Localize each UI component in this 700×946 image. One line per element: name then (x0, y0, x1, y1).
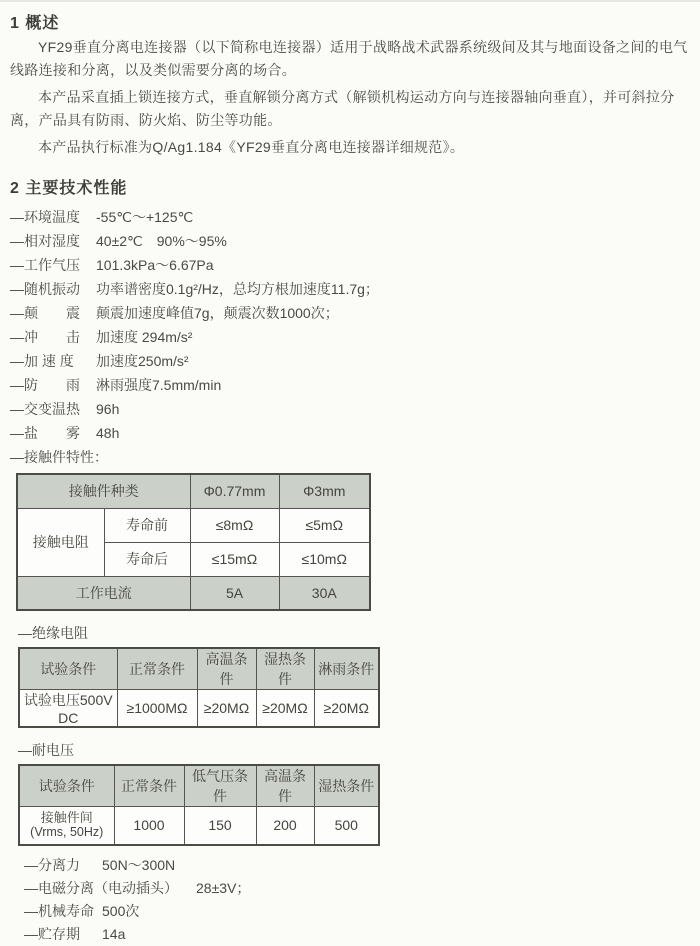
table-cell: 200 (256, 807, 314, 845)
spec-item-working-pressure (10, 253, 694, 277)
spec-value: 101.3kPa～6.67Pa (96, 257, 214, 273)
spec-item-relative-humidity (10, 229, 694, 253)
spec-label: —分离力 (24, 857, 80, 873)
table-row (17, 508, 370, 542)
table-cell-group: 接触电阻 (17, 508, 104, 576)
spec-label: —交变温热 (10, 401, 80, 417)
spec-list (8, 205, 694, 469)
table-cell: 500 (314, 807, 379, 845)
spec-value: 28±3V； (196, 880, 251, 896)
spec-label: —颠 震 (10, 305, 80, 321)
table-row (17, 576, 370, 610)
spec-item-bounce (10, 301, 694, 325)
table-header-cell: 淋雨条件 (314, 648, 379, 690)
spec-value: 50N～300N (102, 857, 176, 873)
spec-label: —相对湿度 (10, 233, 80, 249)
spec-label: —防 雨 (10, 377, 80, 393)
table-header-cell: 湿热条件 (256, 648, 314, 690)
spec-value: 96h (96, 401, 120, 417)
spec-item-damp-heat (10, 397, 694, 421)
bottom-spec-list (8, 854, 694, 946)
spec-value: 颠震加速度峰值7g，颠震次数1000次； (96, 305, 339, 321)
spec-value: 14a (102, 926, 126, 942)
spec-item-random-vibration (10, 277, 694, 301)
spec-item-rain-proof (10, 373, 694, 397)
spec-item-salt-fog (10, 421, 694, 445)
spec-label: —盐 雾 (10, 425, 80, 441)
spec-value: -55℃～+125℃ (96, 209, 194, 225)
spec-item-shock (10, 325, 694, 349)
table-cell: 150 (184, 807, 256, 845)
table-header-cell: 高温条件 (256, 765, 314, 807)
spec-item-acceleration (10, 349, 694, 373)
section-1-title: 1 概述 (10, 15, 60, 32)
table-cell: 试验电压500V DC (19, 690, 117, 728)
spec-item-contact-characteristics (10, 445, 694, 469)
spec-label: —机械寿命 (24, 903, 94, 919)
table-cell: ≤5mΩ (279, 508, 370, 542)
spec-value: 40±2℃ 90%～95% (96, 233, 227, 249)
spec-item-separation-force (24, 854, 694, 877)
spec-item-storage-period (24, 923, 694, 946)
withstand-voltage-label: —耐电压 (18, 742, 74, 758)
table-header-cell: Φ3mm (279, 474, 370, 508)
table-cell: 寿命前 (104, 508, 190, 542)
table-cell: ≤15mΩ (190, 542, 279, 576)
spec-label: —环境温度 (10, 209, 80, 225)
table-cell: 5A (190, 576, 279, 610)
table-cell: ≤8mΩ (190, 508, 279, 542)
spec-value: 500次 (102, 903, 140, 919)
table-header-cell: 高温条件 (197, 648, 256, 690)
table-row (19, 807, 379, 845)
spec-item-ambient-temp (10, 205, 694, 229)
table-cell: ≥20MΩ (197, 690, 256, 728)
row-label-line1: 接触件间 (40, 810, 93, 826)
table-header-cell: 正常条件 (117, 648, 197, 690)
table-header-cell: 接触件种类 (17, 474, 190, 508)
table-cell: 寿命后 (104, 542, 190, 576)
spec-label: —电磁分离（电动插头） (24, 880, 178, 896)
spec-label: —冲 击 (10, 329, 80, 345)
section-2-title: 2 主要技术性能 (10, 180, 128, 197)
table-header-cell: Φ0.77mm (190, 474, 279, 508)
contact-characteristics-table (16, 473, 371, 611)
overview-paragraph-3: 本产品执行标准为Q/Ag1.184《YF29垂直分离电连接器详细规范》。 (38, 139, 465, 155)
spec-label: —随机振动 (10, 281, 80, 297)
table-header-cell: 湿热条件 (314, 765, 379, 807)
spec-label: —工作气压 (10, 257, 80, 273)
spec-value: 加速度 294m/s² (96, 329, 193, 345)
table-cell: ≤10mΩ (279, 542, 370, 576)
insulation-resistance-label: —绝缘电阻 (18, 625, 88, 641)
overview-paragraph-2: 本产品采直插上锁连接方式，垂直解锁分离方式（解锁机构运动方向与连接器轴向垂直），并可斜拉分离，产品具有防雨、防火焰、防尘等功能。 (10, 89, 675, 128)
table-header-cell: 试验条件 (19, 648, 117, 690)
table-cell-row-label (19, 807, 114, 845)
spec-value: 48h (96, 425, 120, 441)
table-row (19, 648, 379, 690)
table-header-cell: 低气压条件 (184, 765, 256, 807)
table-cell: ≥1000MΩ (117, 690, 197, 728)
table-row (17, 474, 370, 508)
spec-value: 加速度250m/s² (96, 353, 189, 369)
table-cell: 30A (279, 576, 370, 610)
table-cell: ≥20MΩ (256, 690, 314, 728)
overview-paragraph-1: YF29垂直分离电连接器（以下简称电连接器）适用于战略战术武器系统级间及其与地面设备之间的电气线路连接和分离，以及类似需要分离的场合。 (10, 39, 688, 78)
table-cell: ≥20MΩ (314, 690, 379, 728)
spec-item-electromagnetic-separation (24, 877, 694, 900)
spec-label: —接触件特性： (10, 449, 108, 465)
table-row (19, 765, 379, 807)
spec-label: —加 速 度 (10, 353, 74, 369)
table-header-cell: 试验条件 (19, 765, 114, 807)
table-cell: 1000 (114, 807, 184, 845)
withstand-voltage-table (18, 764, 380, 846)
insulation-resistance-table (18, 647, 380, 728)
table-cell: 工作电流 (17, 576, 190, 610)
table-header-cell: 正常条件 (114, 765, 184, 807)
spec-label: —贮存期 (24, 926, 80, 942)
spec-value: 淋雨强度7.5mm/min (96, 377, 222, 393)
row-label-line2: (Vrms, 50Hz) (30, 825, 104, 840)
table-row (19, 690, 379, 728)
spec-item-mechanical-life (24, 900, 694, 923)
spec-value: 功率谱密度0.1g²/Hz，总均方根加速度11.7g； (96, 281, 379, 297)
